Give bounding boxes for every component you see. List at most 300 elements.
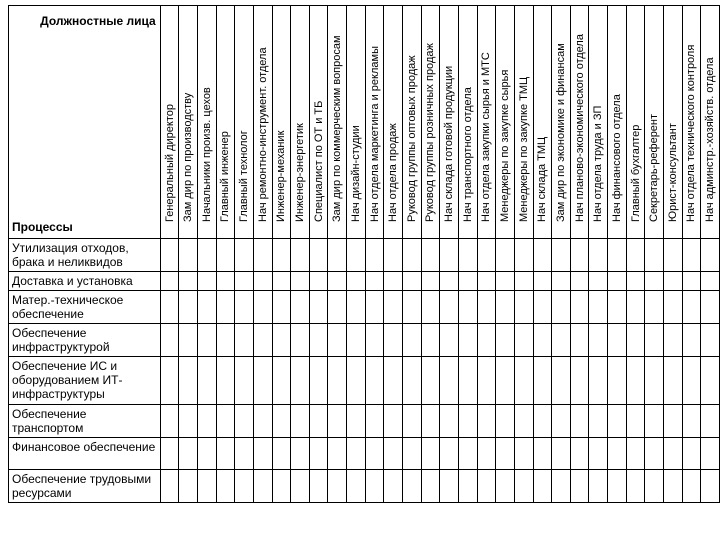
- column-header: [664, 6, 683, 239]
- matrix-cell: [403, 438, 422, 470]
- matrix-cell: [477, 405, 496, 438]
- matrix-cell: [682, 324, 701, 357]
- process-row: [9, 291, 720, 324]
- matrix-cell: [197, 291, 216, 324]
- matrix-cell: [608, 405, 627, 438]
- matrix-cell: [496, 291, 515, 324]
- matrix-cell: [235, 291, 254, 324]
- column-header-label: Нач транспортного отдела: [461, 87, 474, 222]
- matrix-cell: [421, 357, 440, 405]
- matrix-cell: [179, 272, 198, 291]
- column-header-label: Нач планово-экономического отдела: [573, 34, 586, 222]
- matrix-cell: [645, 470, 664, 503]
- matrix-cell: [496, 405, 515, 438]
- matrix-cell: [160, 324, 179, 357]
- matrix-cell: [421, 470, 440, 503]
- matrix-cell: [421, 239, 440, 272]
- matrix-cell: [514, 272, 533, 291]
- matrix-cell: [216, 324, 235, 357]
- process-row: [9, 438, 720, 470]
- matrix-cell: [309, 324, 328, 357]
- matrix-cell: [309, 291, 328, 324]
- matrix-cell: [664, 239, 683, 272]
- matrix-cell: [384, 239, 403, 272]
- column-header-label: Нач отдела продаж: [387, 123, 400, 222]
- matrix-cell: [328, 272, 347, 291]
- matrix-cell: [514, 405, 533, 438]
- matrix-cell: [552, 272, 571, 291]
- matrix-cell: [458, 357, 477, 405]
- column-header: [645, 6, 664, 239]
- matrix-cell: [347, 357, 366, 405]
- matrix-cell: [626, 291, 645, 324]
- matrix-cell: [365, 291, 384, 324]
- matrix-cell: [570, 272, 589, 291]
- column-header-label: Генеральный директор: [163, 104, 176, 222]
- matrix-cell: [496, 324, 515, 357]
- matrix-cell: [682, 357, 701, 405]
- matrix-cell: [570, 291, 589, 324]
- matrix-cell: [626, 239, 645, 272]
- matrix-cell: [440, 324, 459, 357]
- matrix-cell: [645, 357, 664, 405]
- column-header: [496, 6, 515, 239]
- column-header: [253, 6, 272, 239]
- processes-label: Процессы: [12, 220, 73, 234]
- column-header-label: Зам дир по коммерческим вопросам: [331, 35, 344, 222]
- matrix-cell: [235, 272, 254, 291]
- matrix-cell: [403, 357, 422, 405]
- matrix-cell: [216, 438, 235, 470]
- matrix-cell: [664, 438, 683, 470]
- matrix-cell: [179, 438, 198, 470]
- column-header: [272, 6, 291, 239]
- matrix-cell: [645, 291, 664, 324]
- matrix-cell: [645, 272, 664, 291]
- matrix-cell: [664, 272, 683, 291]
- column-header-label: Зам дир по экономике и финансам: [554, 43, 567, 222]
- matrix-cell: [589, 357, 608, 405]
- matrix-cell: [291, 239, 310, 272]
- matrix-cell: [235, 470, 254, 503]
- matrix-cell: [235, 324, 254, 357]
- column-header-label: Нач финансового отдела: [610, 94, 623, 222]
- matrix-cell: [179, 470, 198, 503]
- matrix-cell: [160, 239, 179, 272]
- matrix-cell: [272, 272, 291, 291]
- matrix-cell: [626, 324, 645, 357]
- header-row: [9, 6, 720, 239]
- matrix-cell: [533, 357, 552, 405]
- column-header-label: Главный бухгалтер: [629, 124, 642, 222]
- matrix-cell: [496, 272, 515, 291]
- matrix-cell: [272, 324, 291, 357]
- matrix-cell: [272, 291, 291, 324]
- matrix-cell: [440, 405, 459, 438]
- process-label: Матер.-техническое обеспечение: [9, 291, 161, 324]
- matrix-cell: [664, 405, 683, 438]
- matrix-cell: [291, 324, 310, 357]
- matrix-cell: [365, 405, 384, 438]
- matrix-cell: [570, 405, 589, 438]
- column-header: [291, 6, 310, 239]
- column-header-label: Главный технолог: [238, 130, 251, 222]
- process-row: [9, 272, 720, 291]
- matrix-cell: [514, 438, 533, 470]
- matrix-cell: [235, 405, 254, 438]
- matrix-cell: [570, 438, 589, 470]
- matrix-cell: [403, 239, 422, 272]
- column-header: [626, 6, 645, 239]
- matrix-cell: [664, 357, 683, 405]
- column-header: [235, 6, 254, 239]
- matrix-cell: [309, 272, 328, 291]
- matrix-cell: [328, 239, 347, 272]
- officials-label: Должностные лица: [40, 14, 156, 28]
- matrix-cell: [589, 272, 608, 291]
- matrix-cell: [440, 357, 459, 405]
- matrix-cell: [701, 239, 720, 272]
- matrix-cell: [608, 239, 627, 272]
- matrix-cell: [253, 405, 272, 438]
- matrix-cell: [664, 324, 683, 357]
- matrix-cell: [179, 324, 198, 357]
- column-header-label: Менеджеры по закупке ТМЦ: [517, 76, 530, 222]
- matrix-cell: [365, 357, 384, 405]
- matrix-cell: [682, 470, 701, 503]
- matrix-cell: [309, 438, 328, 470]
- matrix-cell: [682, 405, 701, 438]
- matrix-cell: [514, 291, 533, 324]
- column-header: [160, 6, 179, 239]
- matrix-cell: [216, 405, 235, 438]
- matrix-cell: [272, 239, 291, 272]
- matrix-cell: [309, 357, 328, 405]
- matrix-cell: [458, 239, 477, 272]
- process-row: [9, 470, 720, 503]
- matrix-cell: [384, 405, 403, 438]
- matrix-cell: [645, 239, 664, 272]
- matrix-cell: [701, 438, 720, 470]
- column-header-label: Нач отдела закупки сырья и МТС: [480, 52, 493, 222]
- matrix-cell: [328, 357, 347, 405]
- matrix-cell: [570, 324, 589, 357]
- matrix-cell: [458, 438, 477, 470]
- column-header: [403, 6, 422, 239]
- matrix-cell: [552, 438, 571, 470]
- matrix-cell: [608, 357, 627, 405]
- matrix-cell: [421, 291, 440, 324]
- matrix-cell: [701, 272, 720, 291]
- matrix-cell: [682, 438, 701, 470]
- process-label: Обеспечение инфраструктурой: [9, 324, 161, 357]
- column-header: [589, 6, 608, 239]
- matrix-cell: [496, 357, 515, 405]
- column-header-label: Нач дизайн-студии: [349, 125, 362, 222]
- matrix-cell: [272, 357, 291, 405]
- column-header: [552, 6, 571, 239]
- matrix-cell: [365, 470, 384, 503]
- matrix-cell: [645, 438, 664, 470]
- matrix-cell: [365, 239, 384, 272]
- matrix-cell: [197, 239, 216, 272]
- matrix-cell: [347, 291, 366, 324]
- matrix-cell: [458, 470, 477, 503]
- matrix-cell: [514, 324, 533, 357]
- matrix-cell: [589, 291, 608, 324]
- matrix-cell: [533, 239, 552, 272]
- matrix-cell: [533, 324, 552, 357]
- matrix-cell: [608, 272, 627, 291]
- matrix-cell: [291, 405, 310, 438]
- matrix-cell: [216, 272, 235, 291]
- matrix-cell: [421, 405, 440, 438]
- matrix-cell: [682, 239, 701, 272]
- matrix-cell: [552, 239, 571, 272]
- matrix-cell: [403, 405, 422, 438]
- matrix-cell: [179, 239, 198, 272]
- column-header-label: Руковод группы оптовых продаж: [405, 55, 418, 222]
- column-header: [514, 6, 533, 239]
- column-header: [421, 6, 440, 239]
- matrix-cell: [701, 405, 720, 438]
- matrix-cell: [589, 324, 608, 357]
- matrix-cell: [253, 438, 272, 470]
- matrix-cell: [421, 438, 440, 470]
- column-header: [701, 6, 720, 239]
- matrix-cell: [608, 470, 627, 503]
- matrix-cell: [589, 239, 608, 272]
- column-header-label: Инженер-энергетик: [294, 123, 306, 222]
- matrix-cell: [403, 324, 422, 357]
- column-header-label: Руковод группы розничных продаж: [424, 43, 437, 222]
- matrix-cell: [197, 438, 216, 470]
- process-label: Утилизация отходов, брака и неликвидов: [9, 239, 161, 272]
- matrix-cell: [421, 272, 440, 291]
- matrix-cell: [608, 324, 627, 357]
- responsibility-matrix-table: [8, 5, 720, 503]
- matrix-cell: [384, 470, 403, 503]
- matrix-cell: [384, 272, 403, 291]
- column-header: [328, 6, 347, 239]
- matrix-cell: [216, 291, 235, 324]
- matrix-cell: [347, 438, 366, 470]
- matrix-cell: [197, 324, 216, 357]
- matrix-cell: [403, 291, 422, 324]
- process-label: Доставка и установка: [9, 272, 161, 291]
- matrix-cell: [477, 438, 496, 470]
- matrix-cell: [533, 470, 552, 503]
- matrix-cell: [570, 470, 589, 503]
- matrix-cell: [664, 470, 683, 503]
- matrix-cell: [160, 405, 179, 438]
- column-header: [309, 6, 328, 239]
- matrix-cell: [440, 291, 459, 324]
- matrix-cell: [496, 470, 515, 503]
- matrix-cell: [235, 357, 254, 405]
- column-header: [682, 6, 701, 239]
- process-label: Обеспечение транспортом: [9, 405, 161, 438]
- matrix-cell: [197, 272, 216, 291]
- matrix-cell: [197, 470, 216, 503]
- matrix-cell: [216, 470, 235, 503]
- matrix-cell: [533, 291, 552, 324]
- matrix-cell: [440, 438, 459, 470]
- matrix-cell: [552, 291, 571, 324]
- matrix-cell: [682, 291, 701, 324]
- matrix-cell: [235, 239, 254, 272]
- matrix-cell: [347, 239, 366, 272]
- matrix-cell: [589, 405, 608, 438]
- column-header-label: Нач ремонтно-инструмент. отдела: [256, 47, 269, 222]
- matrix-cell: [477, 272, 496, 291]
- matrix-cell: [701, 470, 720, 503]
- matrix-cell: [179, 291, 198, 324]
- column-header: [216, 6, 235, 239]
- matrix-cell: [458, 324, 477, 357]
- column-header: [365, 6, 384, 239]
- matrix-cell: [365, 272, 384, 291]
- matrix-cell: [626, 357, 645, 405]
- matrix-cell: [328, 291, 347, 324]
- matrix-cell: [160, 357, 179, 405]
- column-header-label: Менеджеры по закупке сырья: [499, 69, 512, 222]
- matrix-cell: [458, 291, 477, 324]
- matrix-cell: [626, 438, 645, 470]
- column-header-label: Секретарь-референт: [648, 113, 661, 222]
- matrix-cell: [421, 324, 440, 357]
- matrix-cell: [570, 239, 589, 272]
- column-header: [197, 6, 216, 239]
- column-header: [477, 6, 496, 239]
- matrix-cell: [589, 438, 608, 470]
- matrix-cell: [160, 438, 179, 470]
- matrix-cell: [216, 357, 235, 405]
- column-header: [533, 6, 552, 239]
- matrix-cell: [347, 405, 366, 438]
- matrix-cell: [384, 357, 403, 405]
- matrix-cell: [570, 357, 589, 405]
- column-header-label: Нач отдела технического контроля: [685, 44, 698, 222]
- matrix-cell: [477, 291, 496, 324]
- matrix-cell: [458, 405, 477, 438]
- column-header-label: Нач склада ТМЦ: [536, 136, 549, 222]
- matrix-cell: [179, 405, 198, 438]
- matrix-cell: [496, 239, 515, 272]
- matrix-cell: [477, 357, 496, 405]
- column-header: [458, 6, 477, 239]
- matrix-cell: [533, 438, 552, 470]
- matrix-cell: [403, 470, 422, 503]
- matrix-cell: [477, 470, 496, 503]
- matrix-cell: [291, 470, 310, 503]
- matrix-cell: [197, 405, 216, 438]
- column-header-label: Инженер-механик: [275, 130, 288, 222]
- matrix-cell: [291, 357, 310, 405]
- matrix-cell: [626, 272, 645, 291]
- process-row: [9, 324, 720, 357]
- matrix-cell: [365, 324, 384, 357]
- matrix-cell: [160, 470, 179, 503]
- matrix-cell: [253, 272, 272, 291]
- matrix-cell: [608, 438, 627, 470]
- matrix-cell: [160, 272, 179, 291]
- matrix-cell: [309, 470, 328, 503]
- column-header-label: Нач админстр.-хозяйств. отдела: [704, 57, 717, 222]
- matrix-cell: [589, 470, 608, 503]
- matrix-cell: [272, 405, 291, 438]
- corner-cell: [9, 6, 161, 239]
- column-header: [347, 6, 366, 239]
- column-header-label: Нач склада готовой продукции: [443, 65, 456, 222]
- matrix-cell: [701, 291, 720, 324]
- matrix-cell: [477, 239, 496, 272]
- matrix-body: [9, 239, 720, 503]
- column-header: [608, 6, 627, 239]
- matrix-cell: [533, 272, 552, 291]
- process-row: [9, 405, 720, 438]
- column-header: [440, 6, 459, 239]
- matrix-cell: [253, 239, 272, 272]
- matrix-cell: [645, 405, 664, 438]
- column-header: [179, 6, 198, 239]
- matrix-cell: [384, 291, 403, 324]
- process-row: [9, 239, 720, 272]
- matrix-cell: [291, 272, 310, 291]
- matrix-cell: [253, 324, 272, 357]
- matrix-cell: [552, 470, 571, 503]
- responsibility-matrix-container: [8, 5, 720, 503]
- matrix-cell: [291, 438, 310, 470]
- matrix-cell: [552, 405, 571, 438]
- column-header-label: Главный инженер: [219, 131, 232, 222]
- column-header-label: Нач отдела маркетинга и рекламы: [368, 46, 381, 222]
- matrix-cell: [253, 470, 272, 503]
- matrix-cell: [309, 239, 328, 272]
- matrix-cell: [216, 239, 235, 272]
- matrix-cell: [645, 324, 664, 357]
- matrix-cell: [365, 438, 384, 470]
- process-label: Обеспечение ИС и оборудованием ИТ-инфраструктуры: [9, 357, 161, 405]
- matrix-cell: [235, 438, 254, 470]
- matrix-cell: [309, 405, 328, 438]
- matrix-cell: [272, 438, 291, 470]
- matrix-cell: [328, 470, 347, 503]
- matrix-cell: [608, 291, 627, 324]
- process-row: [9, 357, 720, 405]
- matrix-cell: [403, 272, 422, 291]
- matrix-cell: [347, 470, 366, 503]
- matrix-cell: [496, 438, 515, 470]
- matrix-cell: [533, 405, 552, 438]
- matrix-cell: [626, 470, 645, 503]
- column-header: [384, 6, 403, 239]
- matrix-cell: [160, 291, 179, 324]
- matrix-cell: [514, 470, 533, 503]
- matrix-cell: [347, 324, 366, 357]
- process-label: Финансовое обеспечение: [9, 438, 161, 470]
- column-header-label: Нач отдела труда и ЗП: [592, 105, 605, 222]
- matrix-cell: [701, 324, 720, 357]
- column-header: [570, 6, 589, 239]
- matrix-cell: [253, 357, 272, 405]
- matrix-cell: [384, 324, 403, 357]
- matrix-cell: [440, 272, 459, 291]
- matrix-cell: [477, 324, 496, 357]
- matrix-cell: [440, 470, 459, 503]
- matrix-cell: [347, 272, 366, 291]
- process-label: Обеспечение трудовыми ресурсами: [9, 470, 161, 503]
